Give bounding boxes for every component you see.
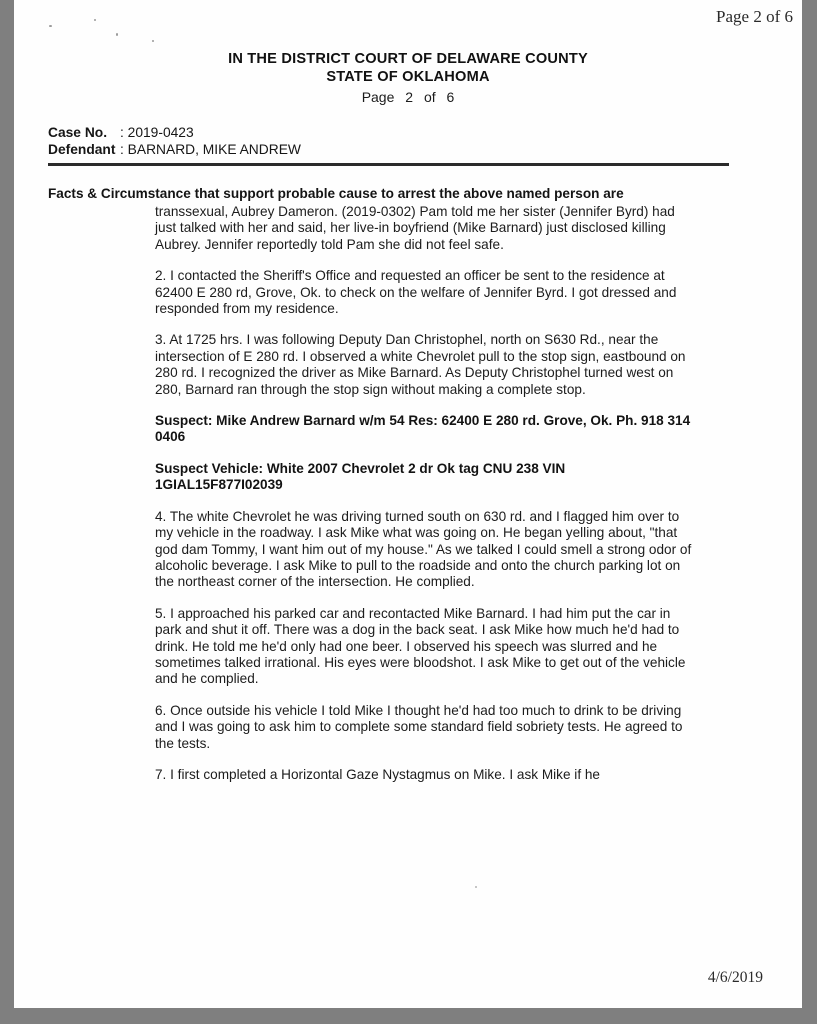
divider-rule [48,163,729,166]
paragraph: transsexual, Aubrey Dameron. (2019-0302) Pam told me her sister (Jennifer Byrd) had just talked with her and said, her live-in boyfriend (Mike Barnard) just disclosed killing Aubrey. Jennifer reportedly told Pam she did not feel safe. [155,204,675,252]
case-number-row [48,124,301,141]
court-header [14,50,802,105]
scan-speck [49,25,52,27]
paragraph: Suspect: Mike Andrew Barnard w/m 54 Res: 62400 E 280 rd. Grove, Ok. Ph. 918 314 0406 [155,413,691,445]
scan-speck [152,40,154,42]
paragraph: 5. I approached his parked car and recontacted Mike Barnard. I had him put the car in park and shut it off. There was a dog in the back seat. I ask Mike how much he'd had to drink. He told me he'd only had one beer. I observed his speech was slurred and he sometimes talked irrational. His eyes were bloodshot. I ask Mike to get out of the vehicle and he complied. [155,605,686,687]
court-header-page-line: Page 2 of 6 [361,89,455,105]
paragraph: 7. I first completed a Horizontal Gaze Nystagmus on Mike. I ask Mike if he [155,766,600,782]
scan-speck [475,886,477,888]
defendant-label: Defendant [48,142,116,157]
footer-date: 4/6/2019 [707,969,763,986]
court-title-line2: STATE OF OKLAHOMA [326,69,490,85]
defendant-value: : BARNARD, MIKE ANDREW [120,142,301,157]
scan-speck [116,33,118,36]
paragraph: 2. I contacted the Sheriff's Office and requested an officer be sent to the residence at 62400 E 280 rd, Grove, Ok. to check on the welfare of Jennifer Byrd. I got dressed and responded from my residence. [155,268,677,317]
paragraph: 4. The white Chevrolet he was driving turned south on 630 rd. and I flagged him over to my vehicle in the roadway. I ask Mike what was going on. He began yelling about, "that god dam Tommy, I want him out of my house." As we talked I could smell a strong odor of alcoholic beverage. I ask Mike to pull to the roadside and onto the church parking lot on the northeast corner of the intersection. He complied. [155,508,692,590]
paragraph: 6. Once outside his vehicle I told Mike I thought he'd had too much to drink to be driving and I was going to ask him to complete some standard field sobriety tests. He agreed to the tests. [155,702,683,751]
court-title-line1: IN THE DISTRICT COURT OF DELAWARE COUNTY [228,51,588,67]
case-number-label: Case No. [48,125,108,140]
case-info-block [48,124,301,158]
defendant-row [48,141,301,158]
page-indicator: Page 2 of 6 [716,7,793,26]
paragraph: Suspect Vehicle: White 2007 Chevrolet 2 dr Ok tag CNU 238 VIN 1GIAL15F877I02039 [155,460,566,493]
body-paragraphs [155,204,695,798]
scan-speck [94,19,96,21]
paragraph: 3. At 1725 hrs. I was following Deputy Dan Christophel, north on S630 Rd., near the intersection of E 280 rd. I observed a white Chevrolet pull to the stop sign, eastbound on 280 rd. I recognized the driver as Mike Barnard. As Deputy Christophel turned west on 280, Barnard ran through the stop sign without making a complete stop. [155,332,686,397]
facts-heading: Facts & Circumstance that support probable cause to arrest the above named person are [48,186,624,201]
case-number-value: : 2019-0423 [120,125,194,140]
document-page [14,0,802,1008]
